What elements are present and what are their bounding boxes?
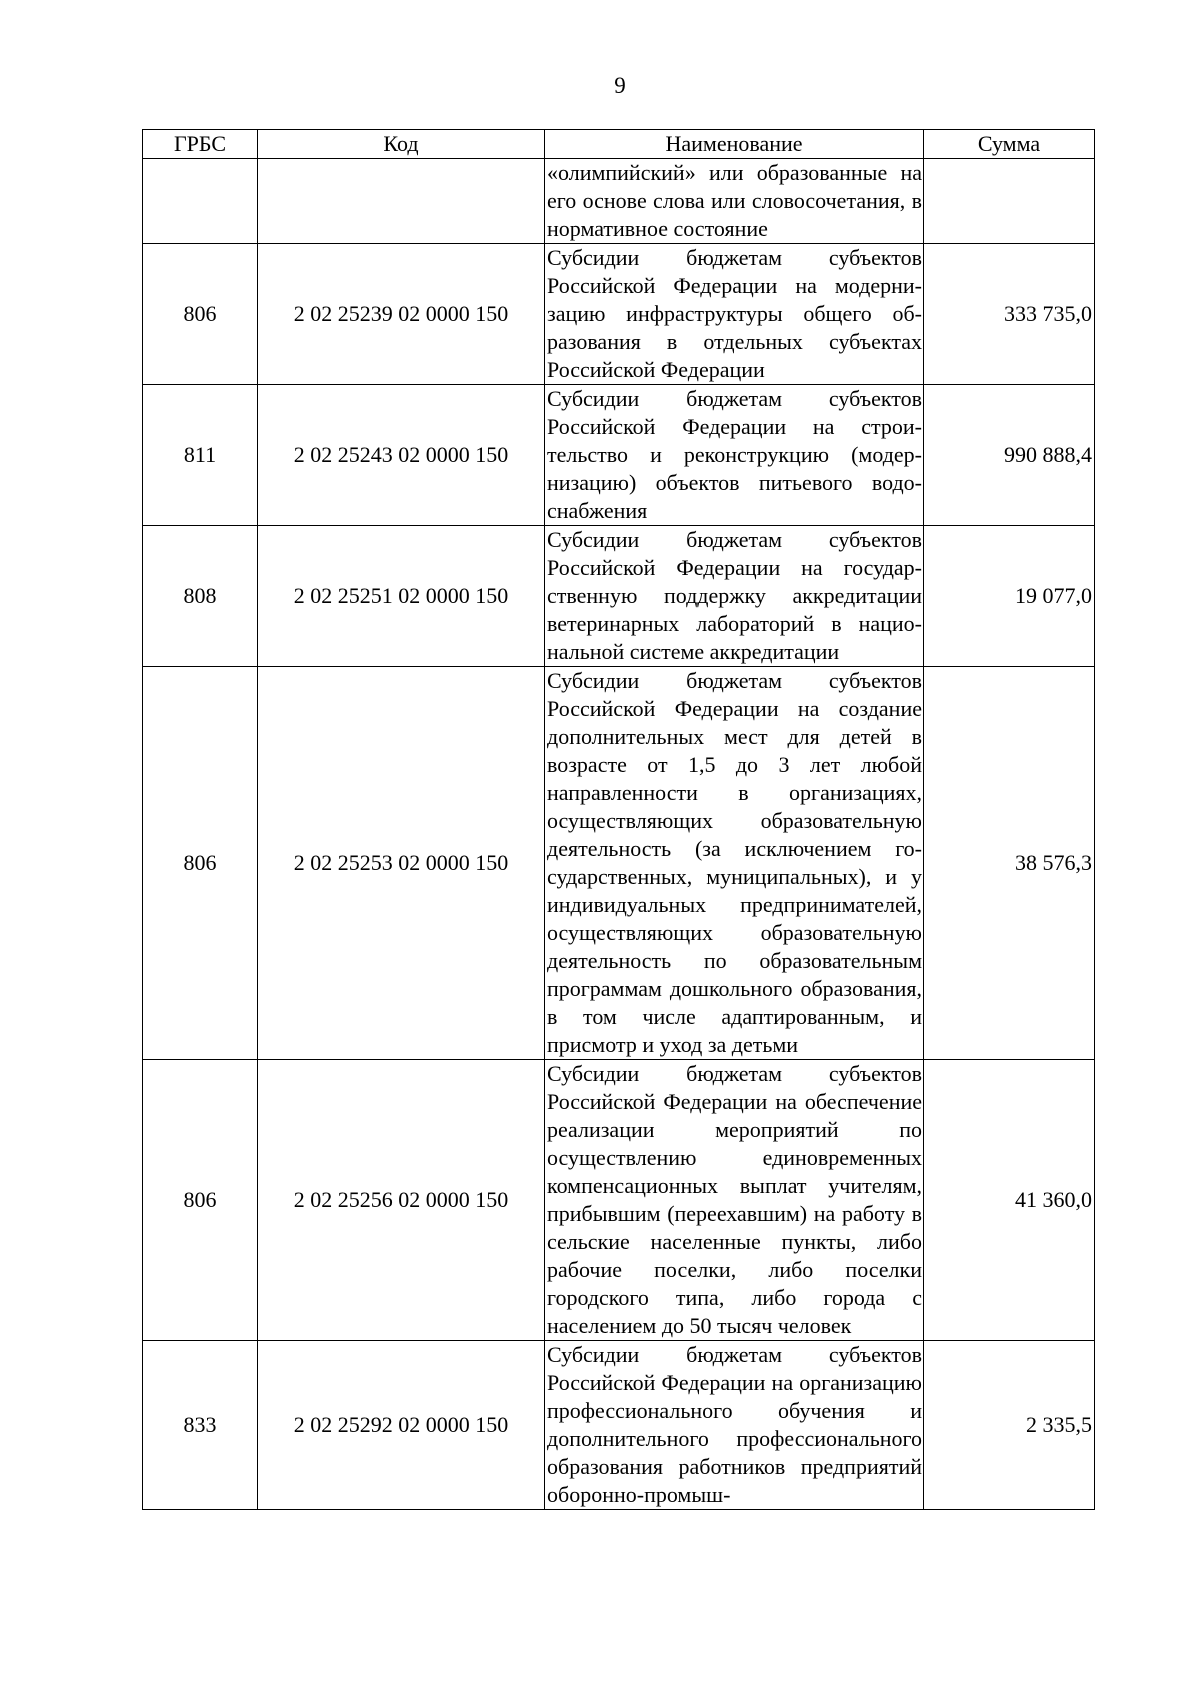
table-row (143, 244, 1095, 385)
code-cell: 2 02 25239 02 0000 150 (258, 244, 545, 385)
table-row (143, 1060, 1095, 1341)
sum-cell: 990 888,4 (924, 385, 1095, 526)
name-cell: Субсидии бюджетам субъектов Российской Федерации на создание дополнительных мест для детей в возрасте от 1,5 до 3 лет любой направленности в организациях, осуществляющих образовательную деятельность (за исключением государственных, муниципальных), и у индивидуальных предпринимателей, осуществляющих образовательную деятельность по образовательным программам дошкольного образования, в том числе адаптированным, и присмотр и уход за детьми (545, 667, 924, 1060)
sum-cell: 19 077,0 (924, 526, 1095, 667)
code-cell: 2 02 25251 02 0000 150 (258, 526, 545, 667)
name-cell: Субсидии бюджетам субъектов Российской Федерации на государственную поддержку аккредитации ветеринарных лабораторий в национальной системе аккредитации (545, 526, 924, 667)
header-name: Наименование (545, 130, 924, 159)
table-row (143, 526, 1095, 667)
sum-cell: 38 576,3 (924, 667, 1095, 1060)
sum-cell: 41 360,0 (924, 1060, 1095, 1341)
table-body (143, 159, 1095, 1510)
name-cell: Субсидии бюджетам субъектов Российской Федерации на строительство и реконструкцию (модернизацию) объектов питьевого водоснабжения (545, 385, 924, 526)
header-row (143, 130, 1095, 159)
grbs-cell: 806 (143, 667, 258, 1060)
grbs-cell: 833 (143, 1341, 258, 1510)
grbs-cell: 808 (143, 526, 258, 667)
name-cell: «олимпийский» или образованные на его основе слова или словосочетания, в нормативное состояние (545, 159, 924, 244)
table-header (143, 130, 1095, 159)
code-cell: 2 02 25292 02 0000 150 (258, 1341, 545, 1510)
code-cell: 2 02 25243 02 0000 150 (258, 385, 545, 526)
page-number: 9 (614, 73, 626, 98)
name-cell: Субсидии бюджетам субъектов Российской Федерации на обеспечение реализации мероприятий по осуществлению единовременных компенсационных выплат учителям, прибывшим (переехавшим) на работу в сельские населенные пункты, либо рабочие поселки, либо поселки городского типа, либо города с населением до 50 тысяч человек (545, 1060, 924, 1341)
header-code: Код (258, 130, 545, 159)
table-row (143, 667, 1095, 1060)
code-cell: 2 02 25256 02 0000 150 (258, 1060, 545, 1341)
grbs-cell (143, 159, 258, 244)
grbs-cell: 811 (143, 385, 258, 526)
header-grbs: ГРБС (143, 130, 258, 159)
code-cell (258, 159, 545, 244)
table-row (143, 385, 1095, 526)
grbs-cell: 806 (143, 1060, 258, 1341)
header-sum: Сумма (924, 130, 1095, 159)
grbs-cell: 806 (143, 244, 258, 385)
sum-cell: 2 335,5 (924, 1341, 1095, 1510)
name-cell: Субсидии бюджетам субъектов Российской Федерации на организацию профессионального обучения и дополнительного профессионального образования работников предприятий оборонно-промыш- (545, 1341, 924, 1510)
table-row (143, 159, 1095, 244)
budget-table (142, 129, 1095, 1510)
sum-cell: 333 735,0 (924, 244, 1095, 385)
sum-cell (924, 159, 1095, 244)
name-cell: Субсидии бюджетам субъектов Российской Федерации на модернизацию инфраструктуры общего образования в отдельных субъектах Российской Федерации (545, 244, 924, 385)
code-cell: 2 02 25253 02 0000 150 (258, 667, 545, 1060)
table-row (143, 1341, 1095, 1510)
